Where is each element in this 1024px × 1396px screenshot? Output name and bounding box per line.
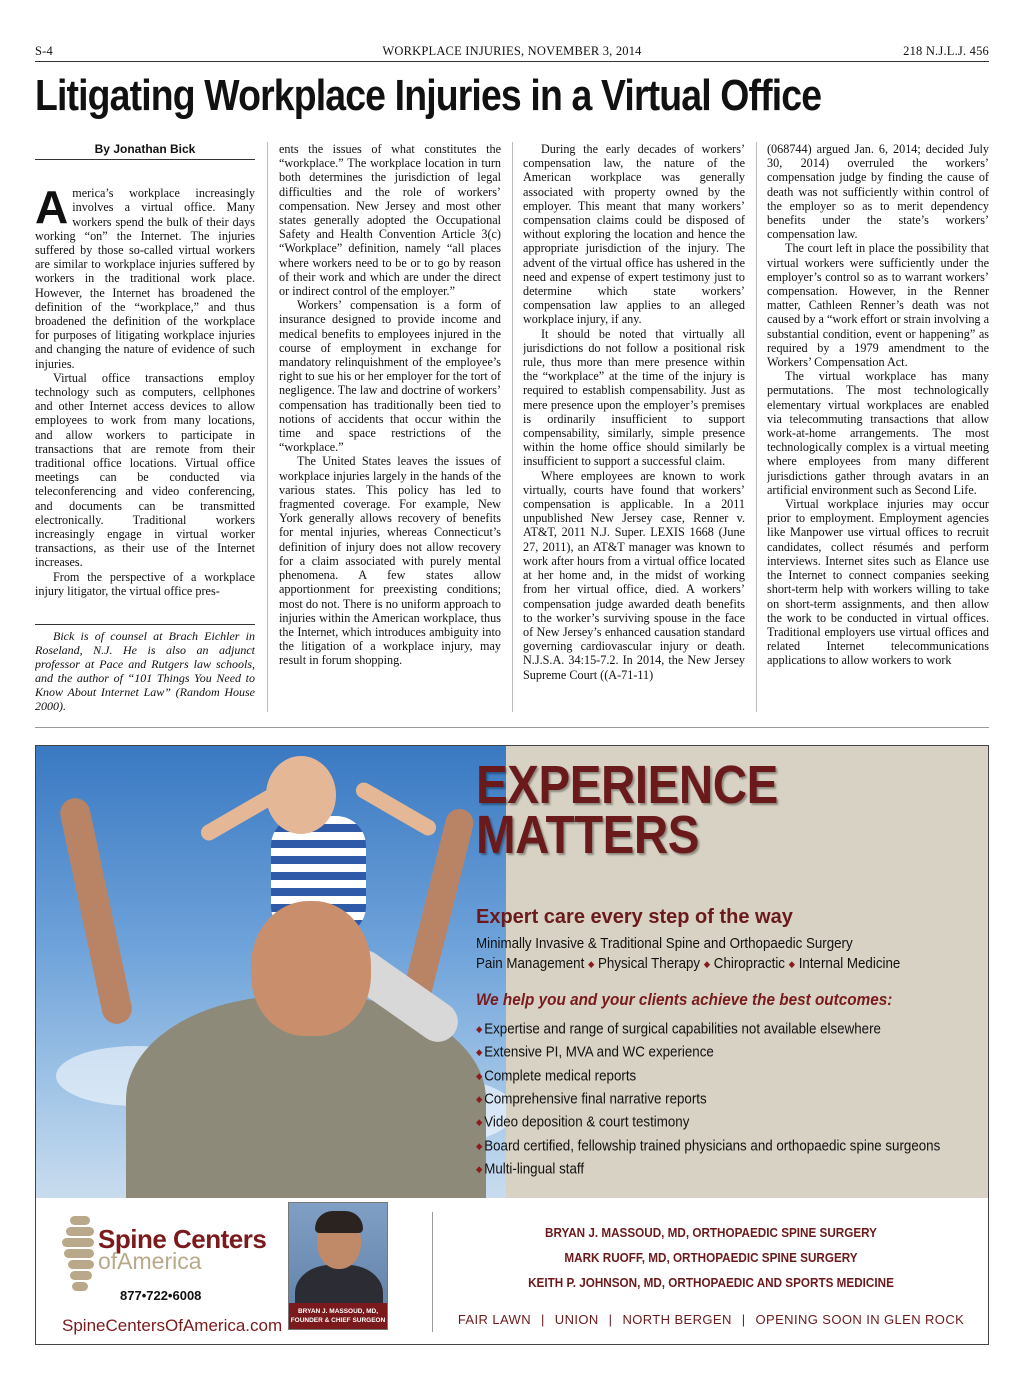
- top-divider: [35, 61, 989, 62]
- location-list: FAIR LAWN | UNION | NORTH BERGEN | OPENING SOON IN GLEN ROCK: [457, 1312, 965, 1327]
- ad-title: EXPERIENCE MATTERS: [476, 755, 778, 865]
- paragraph: Virtual workplace injuries may occur prior to employment. Employment agencies like Manpower use virtual offices to recruit candidates, collect résumés and perform interviews. Internet sites such as Elance use the Internet to connect companies seeking short-term help with workers willing to take on short-term assignments, and then allow the work to be conducted in virtual offices. Traditional employers use virtual offices and related Internet telecommunications applications to allow workers to work: [767, 497, 989, 668]
- paragraph: Workers’ compensation is a form of insurance designed to provide income and medical benefits to employees injured in the course of employment in exchange for mandatory relinquishment of the employee’s right to sue his or her employer for the tort of negligence. The law and doctrine of workers’ compensation has traditionally been tied to notions of accidents that occur within the time and space restrictions of the “workplace.”: [279, 298, 501, 455]
- diamond-icon: ◆: [703, 959, 711, 970]
- list-item: ◆ Expertise and range of surgical capabilities not available elsewhere: [476, 1021, 881, 1038]
- logo-of-america: ofAmerica: [98, 1248, 202, 1274]
- column-divider: [267, 142, 268, 712]
- column-divider: [512, 142, 513, 712]
- list-item: ◆ Complete medical reports: [476, 1067, 637, 1084]
- list-item: ◆ Multi-lingual staff: [476, 1161, 585, 1178]
- ad-footer: [36, 1198, 989, 1345]
- author-bio: [35, 624, 255, 712]
- section-date: WORKPLACE INJURIES, NOVEMBER 3, 2014: [382, 44, 642, 58]
- column-1: [35, 142, 255, 712]
- footer-divider: [432, 1212, 433, 1332]
- diamond-icon: ◆: [476, 1163, 483, 1174]
- doctor-name: BRYAN J. MASSOUD, MD, ORTHOPAEDIC SPINE SURGERY: [545, 1225, 877, 1240]
- column-2: [279, 142, 501, 712]
- diamond-icon: ◆: [587, 959, 595, 970]
- doctor-name: KEITH P. JOHNSON, MD, ORTHOPAEDIC AND SPORTS MEDICINE: [528, 1275, 894, 1290]
- website-link[interactable]: SpineCentersOfAmerica.com: [62, 1316, 283, 1335]
- ad-services: Minimally Invasive & Traditional Spine and Orthopaedic Surgery Pain Management ◆ Physical Therapy ◆ Chiropractic ◆ Internal Medicine: [476, 936, 901, 972]
- diamond-icon: ◆: [476, 1140, 483, 1151]
- byline: By Jonathan Bick: [35, 142, 255, 160]
- ad-help-heading: We help you and your clients achieve the best outcomes:: [476, 990, 893, 1009]
- paragraph: The virtual workplace has many permutations. The most technologically elementary virtual workplaces are enabled via telecommuting transactions that allow work-at-home arrangements. The most technologically complex is a virtual meeting where employees from many different jurisdictions gather through avatars in an artificial environment such as Second Life.: [767, 369, 989, 497]
- spine-centers-logo: [58, 1210, 298, 1340]
- spine-icon: [62, 1216, 96, 1302]
- ad-subtitle: Expert care every step of the way: [476, 906, 793, 928]
- paragraph: It should be noted that virtually all jurisdictions do not follow a positional risk rule, thus more than mere presence within the “workplace” at the time of the injury is required to establish compensability. Just as mere presence upon the employer’s premises is ordinarily insufficient to support compensability, similarly, simple presence within the home office should similarly be insufficient to support a successful claim.: [523, 326, 745, 469]
- father-son-photo: [36, 746, 506, 1198]
- paragraph: The court left in place the possibility that virtual workers were sufficiently under the employer’s control so as to warrant workers’ compensation. However, in the Renner matter, Cathleen Renner’s death was not caused by a “work effort or strain involving a substantial condition, event or happening” as required by a 1979 amendment to the Workers’ Compensation Act.: [767, 241, 989, 370]
- phone-number: 877•722•6008: [120, 1288, 202, 1303]
- column-3: [523, 142, 745, 712]
- paragraph: Where employees are known to work virtually, courts have found that workers’ compensation is applicable. In a 2011 unpublished New Jersey case, Renner v. AT&T, 2011 N.J. Super. LEXIS 1668 (June 27, 2011), an AT&T manager was known to work after hours from a virtual office located at her home and, in the midst of working from her virtual office, died. A workers’ compensation judge awarded death benefits to the worker’s surviving spouse in the face of New Jersey’s enhanced causation standard governing cardiovascular injury or death. N.J.S.A. 34:15-7.2. In 2014, the New Jersey Supreme Court ((A-71-11): [523, 468, 745, 682]
- article-body: [35, 142, 989, 712]
- doctor-list: [446, 1220, 976, 1295]
- location: FAIR LAWN: [457, 1312, 531, 1327]
- paragraph: America’s workplace increasingly involves a virtual office. Many workers spend the bulk of their days working “on” the Internet. The injuries suffered by those so-called virtual workers are similar to workplace injuries suffered by workers in the traditional work place. However, the Internet has broadened the definition of the “workplace,” and thus broadened the definition of the workplace for purposes of litigating workplace injuries and changing the nature of evidence of such injuries.: [35, 181, 255, 371]
- column-divider: [756, 142, 757, 712]
- paragraph: Virtual office transactions employ technology such as computers, cellphones and other Internet access devices to allow employees to work from many locations, and allow workers to participate in transactions that are remote from their traditional office locations. Virtual office meetings can be conducted via teleconferencing and video conferencing, and documents can be transmitted electronically. Traditional workers increasingly engage in virtual worker transactions, as their use of the Internet increases.: [35, 370, 255, 570]
- diamond-icon: ◆: [476, 1024, 483, 1034]
- citation: 218 N.J.L.J. 456: [903, 44, 989, 58]
- page-number: S-4: [35, 44, 53, 58]
- location: UNION: [554, 1312, 599, 1327]
- paragraph: ents the issues of what constitutes the “workplace.” The workplace location in turn both determines the jurisdiction of legal difficulties and the role of workers’ compensation. New Jersey and most other states generally adopted the Occupational Safety and Health Convention Article 3(c) “Workplace” definition, namely “all places where workers need to be or to go by reason of their work and which are under the direct or indirect control of the employer.”: [279, 142, 501, 299]
- paragraph: During the early decades of workers’ compensation law, the nature of the American workplace was generally associated with property owned by the employer. This meant that many workers’ compensation claims could be disposed of without exploring the location and hence the appropriate jurisdiction of the injury. The advent of the virtual office has ushered in the need and expense of expert testimony just to determine which state workers’ compensation law applies to an alleged workplace injury, if any.: [523, 142, 745, 327]
- drop-cap: A: [35, 181, 69, 234]
- paragraph: From the perspective of a workplace injury litigator, the virtual office pres-: [35, 569, 255, 598]
- running-head: [35, 44, 989, 60]
- location: OPENING SOON IN GLEN ROCK: [755, 1312, 965, 1327]
- article-end-divider: [35, 727, 989, 728]
- diamond-icon: ◆: [476, 1117, 483, 1128]
- list-item: ◆ Video deposition & court testimony: [476, 1114, 690, 1131]
- column-4: [767, 142, 989, 712]
- list-item: ◆ Extensive PI, MVA and WC experience: [476, 1044, 714, 1061]
- diamond-icon: ◆: [476, 1093, 483, 1104]
- author-bio-text: Bick is of counsel at Brach Eichler in Roseland, N.J. He is also an adjunct professor at Pace and Rutgers law schools, and the author of “101 Things You Need to Know About Internet Law” (Random House 2000).: [35, 629, 255, 712]
- location: NORTH BERGEN: [622, 1312, 732, 1327]
- logo-name: Spine Centers: [98, 1224, 267, 1254]
- diamond-icon: ◆: [476, 1070, 483, 1081]
- ad-bullet-list: [476, 1018, 940, 1181]
- paragraph: (068744) argued Jan. 6, 2014; decided July 30, 2014) overruled the workers’ compensation judge by finding the cause of death was not sufficiently within control of the employer so as to merit dependency benefits under the state’s workers’ compensation law.: [767, 142, 989, 242]
- doctor-name: MARK RUOFF, MD, ORTHOPAEDIC SPINE SURGERY: [564, 1250, 858, 1265]
- list-item: ◆ Board certified, fellowship trained physicians and orthopaedic spine surgeons: [476, 1137, 941, 1154]
- paragraph: The United States leaves the issues of workplace injuries largely in the hands of the various states. This policy has led to fragmented coverage. For example, New York generally allows recovery of benefits for mental injuries, whereas Connecticut’s definition of injury does not allow recovery for a claim associated with purely mental phenomena. A few states allow apportionment for preexisting conditions; most do not. There is no uniform approach to injuries within the American workplace, thus the Internet, which introduces ambiguity into the litigation of a workplace injury, may result in forum shopping.: [279, 454, 501, 668]
- surgeon-portrait: [288, 1202, 388, 1330]
- diamond-icon: ◆: [476, 1047, 483, 1058]
- advertisement: [35, 745, 989, 1345]
- list-item: ◆ Comprehensive final narrative reports: [476, 1091, 707, 1108]
- headline: Litigating Workplace Injuries in a Virtual Office: [35, 71, 822, 120]
- diamond-icon: ◆: [788, 959, 796, 970]
- portrait-caption: BRYAN J. MASSOUD, MD, FOUNDER & CHIEF SURGEON: [289, 1303, 387, 1329]
